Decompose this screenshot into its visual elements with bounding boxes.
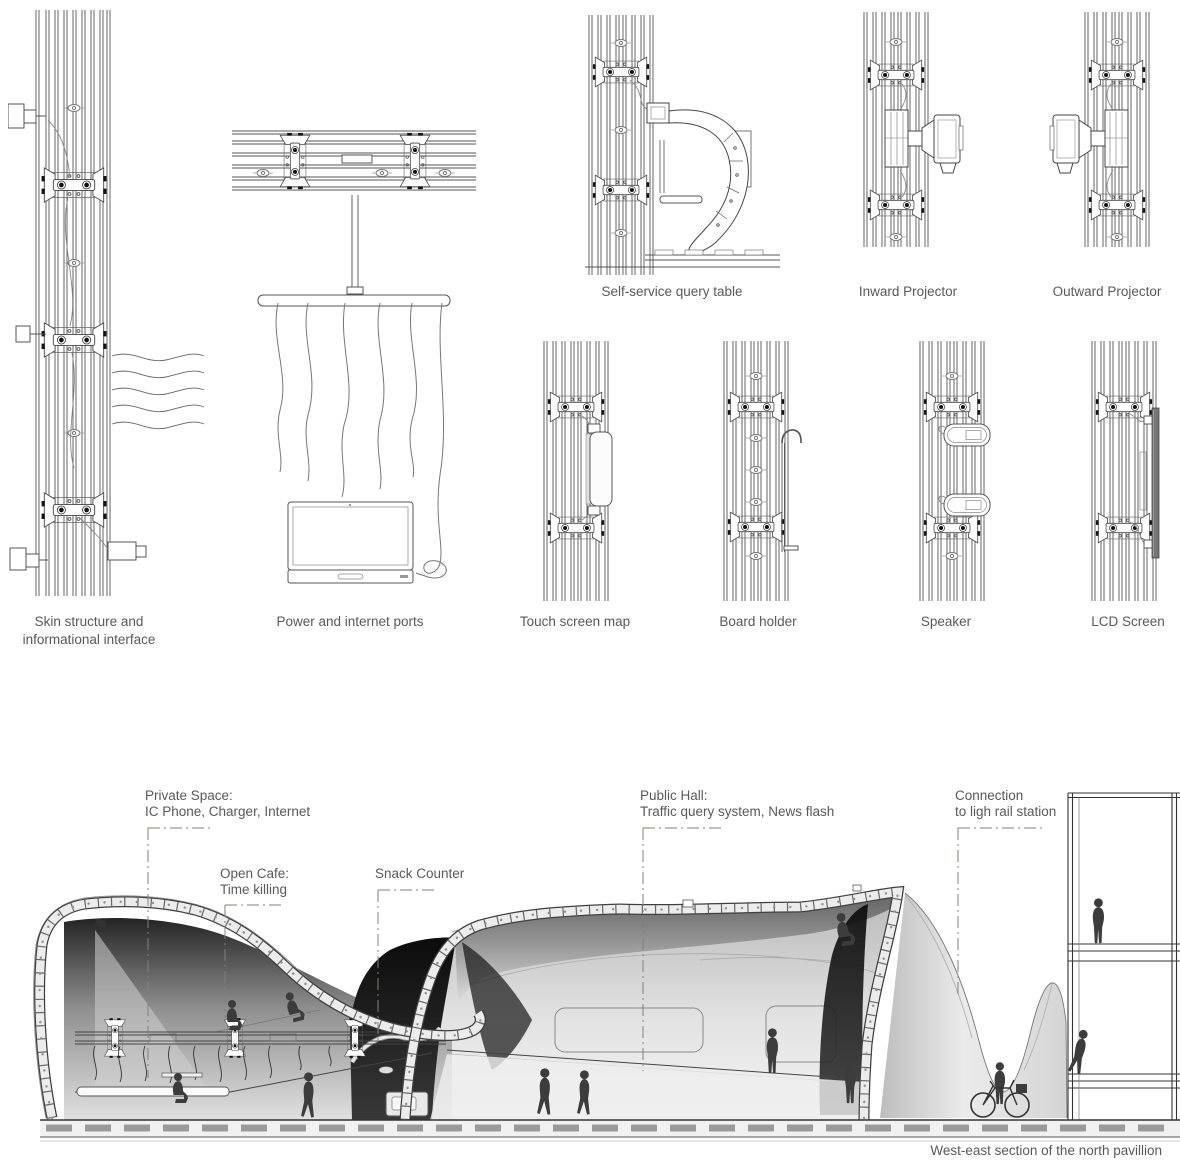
power-ports-label	[240, 613, 460, 631]
connection-annotation-line2: to ligh rail station	[955, 804, 1057, 820]
open-cafe-annotation	[220, 866, 289, 898]
skin-structure-label	[0, 613, 178, 649]
skin-structure-label-line1: Skin structure and	[34, 614, 144, 629]
open-cafe-annotation-line2: Time killing	[220, 882, 288, 898]
connection-annotation-line1: Connection	[955, 788, 1024, 803]
speaker-label	[866, 613, 1026, 631]
rail-station-frame	[1068, 793, 1180, 1120]
lcd-screen-drawing	[1090, 340, 1175, 602]
speaker-label-text: Speaker	[920, 614, 972, 629]
outward-projector-label-text: Outward Projector	[1052, 284, 1162, 299]
lcd-screen-label-text: LCD Screen	[1091, 614, 1165, 629]
snack-counter-annotation	[375, 866, 464, 882]
inward-projector-label-text: Inward Projector	[858, 284, 958, 299]
inward-projector-label	[828, 283, 988, 301]
inward-projector-drawing	[860, 12, 965, 247]
snack-counter-annotation-text: Snack Counter	[375, 866, 465, 881]
connection-annotation	[955, 788, 1056, 820]
public-hall-annotation-line1: Public Hall:	[640, 788, 708, 803]
private-space-annotation-line1: Private Space:	[145, 788, 233, 803]
query-table-label	[572, 283, 772, 301]
outward-projector-drawing	[1048, 12, 1153, 247]
board-holder-label	[678, 613, 838, 631]
lcd-screen-label	[1048, 613, 1180, 631]
private-space-annotation-line2: IC Phone, Charger, Internet	[145, 804, 311, 820]
section-caption	[662, 1143, 1162, 1158]
outward-projector-label	[1027, 283, 1180, 301]
query-table-drawing	[585, 15, 780, 275]
public-hall-annotation	[640, 788, 834, 820]
section-drawing	[0, 770, 1180, 1176]
touch-screen-label	[495, 613, 655, 631]
board-holder-drawing	[720, 340, 805, 602]
skin-structure-drawing	[8, 8, 208, 598]
private-space-annotation	[145, 788, 310, 820]
board-holder-label-text: Board holder	[719, 614, 797, 629]
touch-screen-map-drawing	[540, 340, 625, 602]
open-cafe-annotation-line1: Open Cafe:	[220, 866, 290, 881]
touch-screen-label-text: Touch screen map	[519, 614, 631, 629]
speaker-drawing	[916, 340, 1001, 602]
power-ports-label-text: Power and internet ports	[276, 614, 424, 629]
section-caption-text: West-east section of the north pavillion	[930, 1143, 1162, 1158]
power-internet-ports-drawing	[230, 125, 480, 595]
query-table-label-text: Self-service query table	[601, 284, 743, 299]
public-hall-annotation-line2: Traffic query system, News flash	[640, 804, 835, 820]
skin-structure-label-line2: informational interface	[22, 632, 156, 648]
